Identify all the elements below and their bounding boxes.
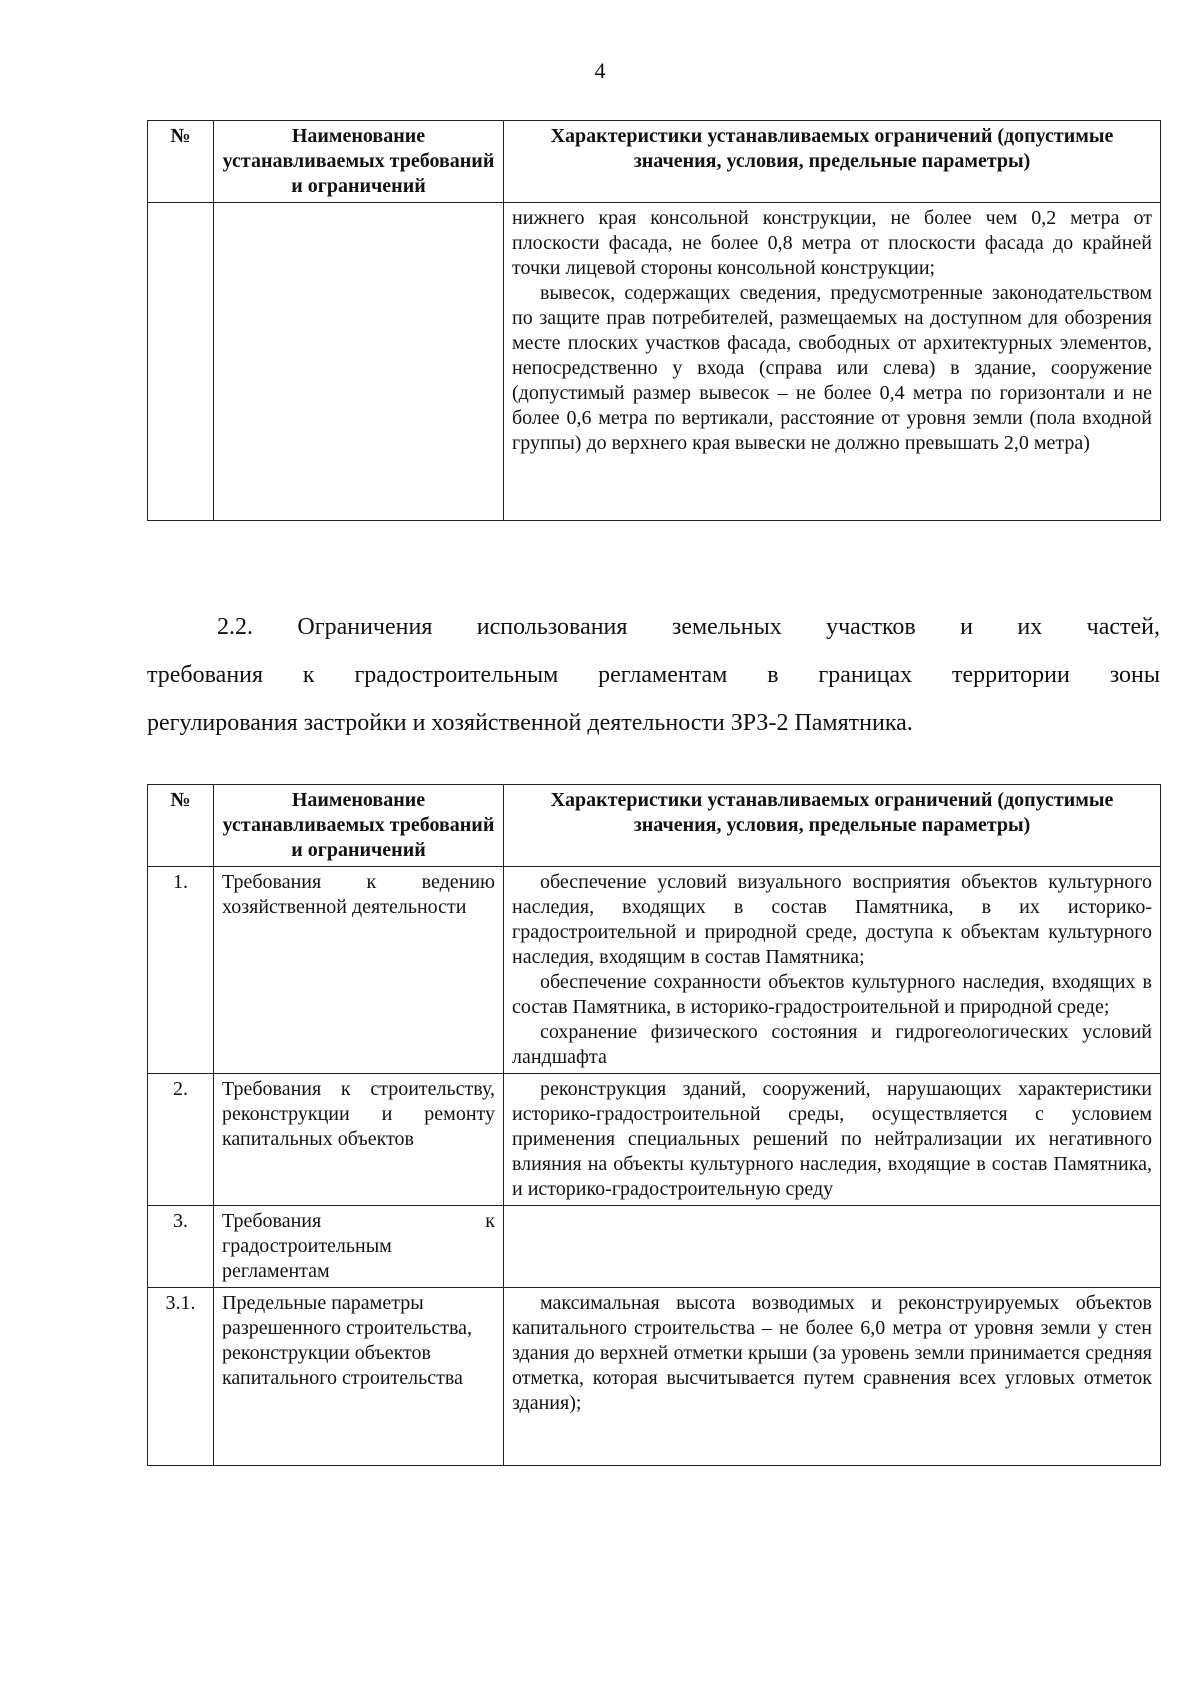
header-name: Наименование устанавливаемых требований и ограничений	[214, 121, 504, 203]
cell-num	[148, 203, 214, 521]
cell-characteristics	[504, 1074, 1161, 1206]
section-2-2-paragraph	[147, 603, 1160, 747]
table-row	[148, 203, 1161, 521]
cell-name: Требования к строительству, реконструкции и ремонту капитальных объектов	[214, 1074, 504, 1206]
table-row	[148, 867, 1161, 1074]
paragraph: нижнего края консольной конструкции, не более чем 0,2 метра от плоскости фасада, не более 0,8 метра от плоскости фасада до крайней точки лицевой стороны консольной конструкции;	[512, 207, 1152, 279]
paragraph: сохранение физического состояния и гидрогеологических условий ландшафта	[512, 1021, 1152, 1068]
table-header-row	[148, 785, 1161, 867]
paragraph: обеспечение условий визуального восприятия объектов культурного наследия, входящих в состав Памятника, в их историко-градостроительной и природной среде, доступа к объектам культурного наследия, входящим в состав Памятника;	[512, 871, 1152, 968]
table-header-row	[148, 121, 1161, 203]
table-row	[148, 1206, 1161, 1288]
paragraph: реконструкция зданий, сооружений, нарушающих характеристики историко-градостроительной среды, осуществляется с условием применения специальных решений по нейтрализации их негативного влияния на объекты культурного наследия, входящие в состав Памятника, и историко-градостроительную среду	[512, 1078, 1152, 1200]
page-number: 4	[594, 58, 606, 83]
table-row	[148, 1288, 1161, 1466]
paragraph-line: регулирования застройки и хозяйственной деятельности ЗРЗ-2 Памятника.	[147, 710, 913, 736]
cell-num: 3.1.	[148, 1288, 214, 1466]
paragraph-line: 2.2. Ограничения использования земельных участков и их частей,	[217, 614, 1160, 640]
header-characteristics: Характеристики устанавливаемых ограничений (допустимые значения, условия, предельные параметры)	[504, 121, 1161, 203]
paragraph-line: требования к градостроительным регламентам в границах территории зоны	[147, 662, 1160, 688]
cell-characteristics	[504, 203, 1161, 521]
cell-characteristics	[504, 867, 1161, 1074]
paragraph: вывесок, содержащих сведения, предусмотренные законодательством по защите прав потребителей, размещаемых на доступном для обозрения месте плоских участков фасада, свободных от архитектурных элементов, непосредственно у входа (справа или слева) в здание, сооружение (допустимый размер вывесок – не более 0,4 метра по горизонтали и не более 0,6 метра по вертикали, расстояние от уровня земли (пола входной группы) до верхнего края вывески не должно превышать 2,0 метра)	[512, 282, 1152, 454]
restrictions-table-continued	[147, 120, 1161, 521]
cell-characteristics	[504, 1206, 1161, 1288]
cell-num: 1.	[148, 867, 214, 1074]
paragraph: обеспечение сохранности объектов культурного наследия, входящих в состав Памятника, в историко-градостроительной и природной среде;	[512, 971, 1152, 1018]
cell-name: Предельные параметры разрешенного строительства, реконструкции объектов капитального строительства	[214, 1288, 504, 1466]
cell-name	[214, 203, 504, 521]
header-num: №	[148, 121, 214, 203]
restrictions-table-zrz2	[147, 784, 1161, 1466]
paragraph: максимальная высота возводимых и реконструируемых объектов капитального строительства – не более 6,0 метра от уровня земли у стен здания до верхней отметки крыши (за уровень земли принимается средняя отметка, которая высчитывается путем сравнения всех угловых отметок здания);	[512, 1292, 1152, 1414]
header-num: №	[148, 785, 214, 867]
header-name: Наименование устанавливаемых требований и ограничений	[214, 785, 504, 867]
cell-num: 2.	[148, 1074, 214, 1206]
table-row	[148, 1074, 1161, 1206]
cell-name: Требования к градостроительным регламентам	[214, 1206, 504, 1288]
cell-num: 3.	[148, 1206, 214, 1288]
header-characteristics: Характеристики устанавливаемых ограничений (допустимые значения, условия, предельные параметры)	[504, 785, 1161, 867]
cell-characteristics	[504, 1288, 1161, 1466]
cell-name: Требования к ведению хозяйственной деятельности	[214, 867, 504, 1074]
